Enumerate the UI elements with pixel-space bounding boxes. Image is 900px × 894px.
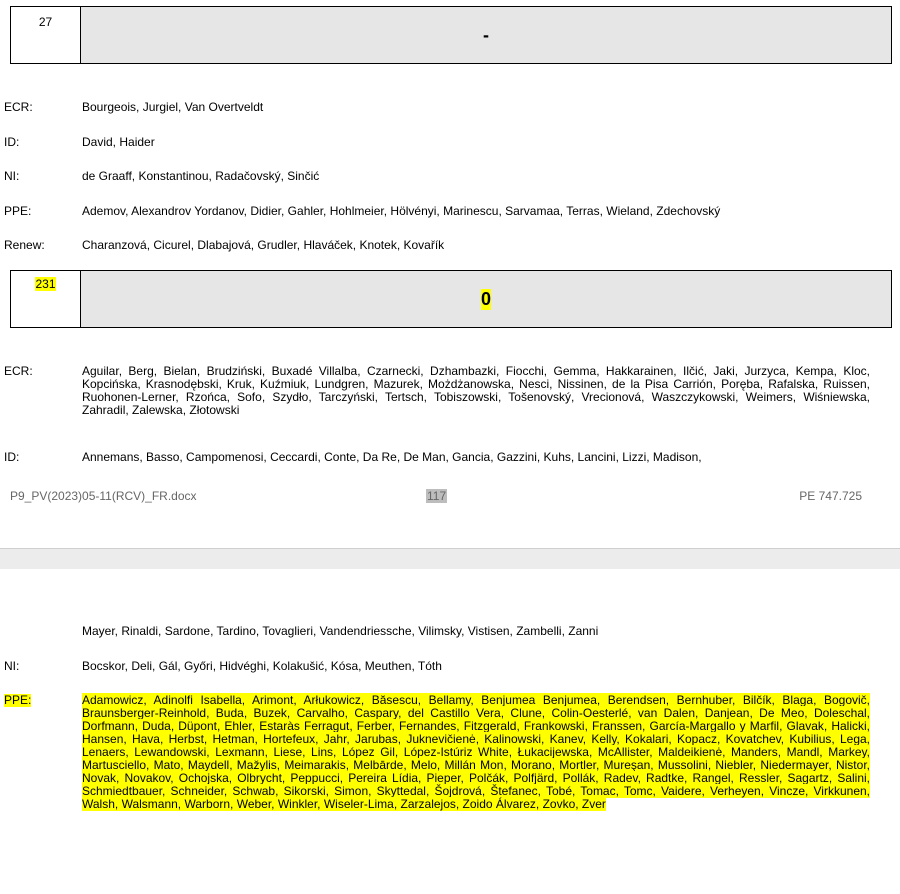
- page-separator: [0, 548, 900, 570]
- group-label: Renew:: [4, 238, 45, 252]
- member-names: Charanzová, Cicurel, Dlabajová, Grudler, Hlaváček, Knotek, Kovařík: [82, 238, 445, 252]
- group-label: NI:: [4, 169, 20, 183]
- member-names: de Graaff, Konstantinou, Radačovský, Sinčić: [82, 169, 320, 183]
- document-page-2: [0, 569, 900, 894]
- member-names: Bocskor, Deli, Gál, Győri, Hidvéghi, Kolakušić, Kósa, Meuthen, Tóth: [82, 659, 442, 673]
- group-label: PPE:: [4, 693, 32, 707]
- footer-reference: PE 747.725: [799, 489, 862, 503]
- member-names: Mayer, Rinaldi, Sardone, Tardino, Tovaglieri, Vandendriessche, Vilimsky, Vistisen, Zambelli, Zanni: [82, 624, 599, 638]
- group-label: NI:: [4, 659, 20, 673]
- member-names: Adamowicz, Adinolfi Isabella, Arimont, Arłukowicz, Băsescu, Bellamy, Benjumea Benjumea, Berendsen, Bernhuber, Bilčík, Blaga, Bogovič, Braunsberger-Reinhold, Buda, Buzek, Carvalho, Caspary, del Castillo Vera, Clune, Colin-Oesterlé, van Dalen, Danjean, De Meo, Doleschal, Dorfmann, Duda, Düpont, Ehler, Estaràs Ferragut, Ferber, Fernandes, Fitzgerald, Frankowski, Franssen, García-Margallo y Marfil, Glavak, Halicki, Hansen, Hava, Herbst, Hetman, Hortefeux, Jahr, Jarubas, Juknevičienė, Kalinowski, Kanev, Kelly, Kokalari, Kopacz, Kovatchev, Kubilius, Lega, Lenaers, Lewandowski, Lexmann, Liese, Lins, López Gil, López-Istúriz White, Łukacijewska, McAllister, Maldeikienė, Manders, Mandl, Markey, Martusciello, Mato, Maydell, Mažylis, Meimarakis, Melbārde, Melo, Millán Mon, Morano, Mortler, Mureşan, Mussolini, Niebler, Niedermayer, Nistor, Novak, Novakov, Ochojska, Olbrycht, Peppucci, Pereira Lídia, Pieper, Polčák, Polfjärd, Pollák, Radev, Radtke, Rangel, Ressler, Sagartz, Salini, Schmiedtbauer, Schneider, Schwab, Sikorski, Simon, Skyttedal, Šojdrová, Štefanec, Tobé, Tomac, Tomc, Vaidere, Verheyen, Vincze, Virkkunen, Walsh, Walsmann, Warborn, Weber, Winkler, Wiseler-Lima, Zarzalejos, Zoido Álvarez, Zovko, Zver: [82, 693, 870, 811]
- vote-result: 0: [81, 271, 891, 327]
- vote-header-231: [10, 270, 892, 328]
- member-names: Ademov, Alexandrov Yordanov, Didier, Gahler, Hohlmeier, Hölvényi, Marinescu, Sarvamaa, Terras, Wieland, Zdechovský: [82, 204, 721, 218]
- vote-header-27: [10, 6, 892, 64]
- vote-result: -: [81, 7, 891, 63]
- member-names: Aguilar, Berg, Bielan, Brudziński, Buxadé Villalba, Czarnecki, Dzhambazki, Fiocchi, Gemma, Hakkarainen, Ilčić, Jaki, Jurzyca, Kempa, Kloc, Kopcińska, Krasnodębski, Kruk, Kuźmiuk, Lundgren, Mazurek, Możdżanowska, Nesci, Nissinen, de la Pisa Carrión, Poręba, Rafalska, Ruissen, Ruohonen-Lerner, Rzońca, Sofo, Szydło, Tarczyński, Tertsch, Tobiszowski, Tošenovský, Vrecionová, Waszczykowski, Weimers, Wiśniewska, Zahradil, Zalewska, Złotowski: [82, 364, 870, 417]
- group-label: ID:: [4, 450, 20, 464]
- footer-page-number: 117: [427, 489, 447, 503]
- member-names: David, Haider: [82, 135, 155, 149]
- group-label: ID:: [4, 135, 20, 149]
- group-label: PPE:: [4, 204, 32, 218]
- vote-number: 27: [11, 7, 81, 63]
- vote-number: 231: [11, 271, 81, 327]
- member-names: Annemans, Basso, Campomenosi, Ceccardi, Conte, Da Re, De Man, Gancia, Gazzini, Kuhs, Lancini, Lizzi, Madison,: [82, 450, 702, 464]
- member-names: Bourgeois, Jurgiel, Van Overtveldt: [82, 100, 264, 114]
- group-label: ECR:: [4, 364, 33, 378]
- group-label: ECR:: [4, 100, 33, 114]
- footer-document-name: P9_PV(2023)05-11(RCV)_FR.docx: [10, 489, 197, 503]
